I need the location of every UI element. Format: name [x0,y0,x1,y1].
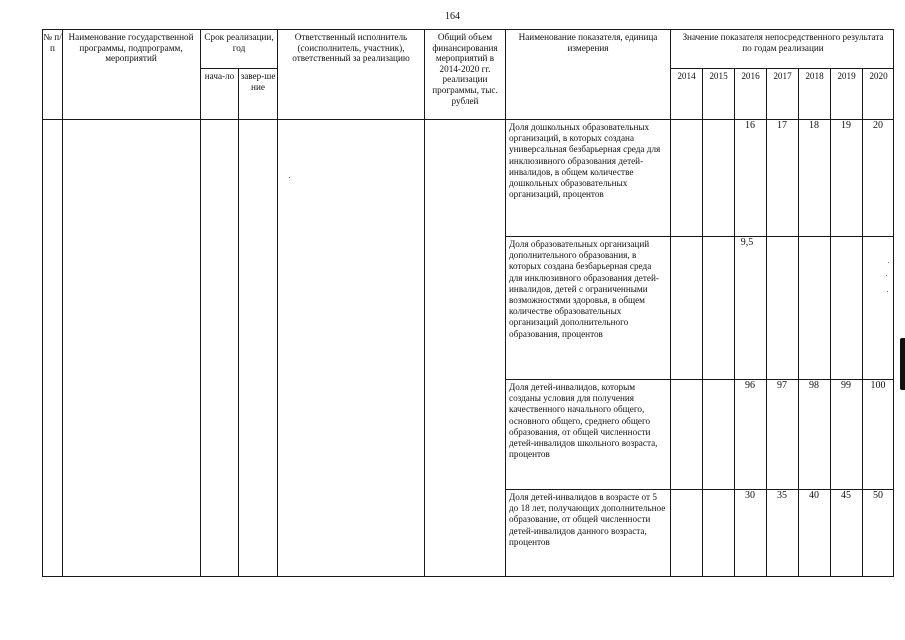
table-border-left [42,29,43,577]
scan-speck [888,262,889,263]
indicator-cell: Доля образовательных организаций дополнительного образования, в которых создана безбарьерная среда для инклюзивного образования детей-инвалидов, детей с ограниченными возможностями здоровья, в общем количестве образовательных организаций дополнительного образования, процентов [509,239,659,339]
scan-speck [289,177,290,178]
page-number: 164 [445,11,460,22]
indicator-cell: Доля детей-инвалидов, которым созданы условия для получения качественного начального общего, основного общего, среднего общего образования, от общей численности детей-инвалидов школьного возраста, процентов [509,382,658,460]
scan-edge-mark [900,338,905,390]
indicator-cell: Доля дошкольных образовательных организаций, в которых создана универсальная безбарьерная среда для инклюзивного образования детей-инвалидов, в общем количестве дошкольных образовательных организаций, процентов [509,122,661,200]
column-divider [702,68,703,577]
value-cell: 45 [841,490,851,501]
header-executor: Ответственный исполнитель (соисполнитель, участник), ответственный за реализацию [292,32,410,64]
header-year: 2014 [677,71,696,81]
column-divider [670,29,671,577]
column-divider [238,68,239,577]
value-cell: 16 [745,120,755,131]
value-cell: 50 [873,490,883,501]
value-cell: 96 [745,380,755,391]
header-year: 2020 [869,71,888,81]
value-cell: 18 [809,120,819,131]
row-divider [505,236,894,237]
header-funding: Общий объем финансирования мероприятий в 2014-2020 гг. реализации программы, тыс. рублей [432,32,498,106]
header-num: № п/п [43,32,62,53]
header-year: 2015 [709,71,728,81]
header-name: Наименование государственной программы, подпрограмм, мероприятий [68,32,194,64]
value-cell: 98 [809,380,819,391]
header-indicator: Наименование показателя, единица измерения [518,32,658,53]
value-cell: 9,5 [740,237,754,248]
column-divider [62,29,63,577]
header-year: 2017 [773,71,792,81]
value-cell: 100 [870,380,886,391]
header-term-end: завер-шение [240,71,276,92]
column-divider [505,29,506,577]
header-year: 2016 [741,71,760,81]
column-divider [200,29,201,577]
indicator-table [42,29,894,577]
value-cell: 99 [841,380,851,391]
header-term-start: нача-ло [204,71,235,81]
value-cell: 19 [841,120,851,131]
header-values-title: Значение показателя непосредственного результата по годам реализации [682,32,884,53]
value-cell: 17 [777,120,787,131]
header-term: Срок реализации, год [204,32,274,53]
years-subheader-line [670,68,894,69]
scan-speck [886,275,887,276]
value-cell: 20 [873,120,883,131]
header-year: 2018 [805,71,824,81]
scan-speck [887,291,888,292]
value-cell: 30 [745,490,755,501]
header-year: 2019 [837,71,856,81]
table-border-top [42,29,894,30]
value-cell: 35 [777,490,787,501]
column-divider [277,29,278,577]
value-cell: 40 [809,490,819,501]
column-divider [424,29,425,577]
indicator-cell: Доля детей-инвалидов в возрасте от 5 до 18 лет, получающих дополнительное образование, от общей численности детей-инвалидов данного возраста, процентов [509,492,666,547]
value-cell: 97 [777,380,787,391]
